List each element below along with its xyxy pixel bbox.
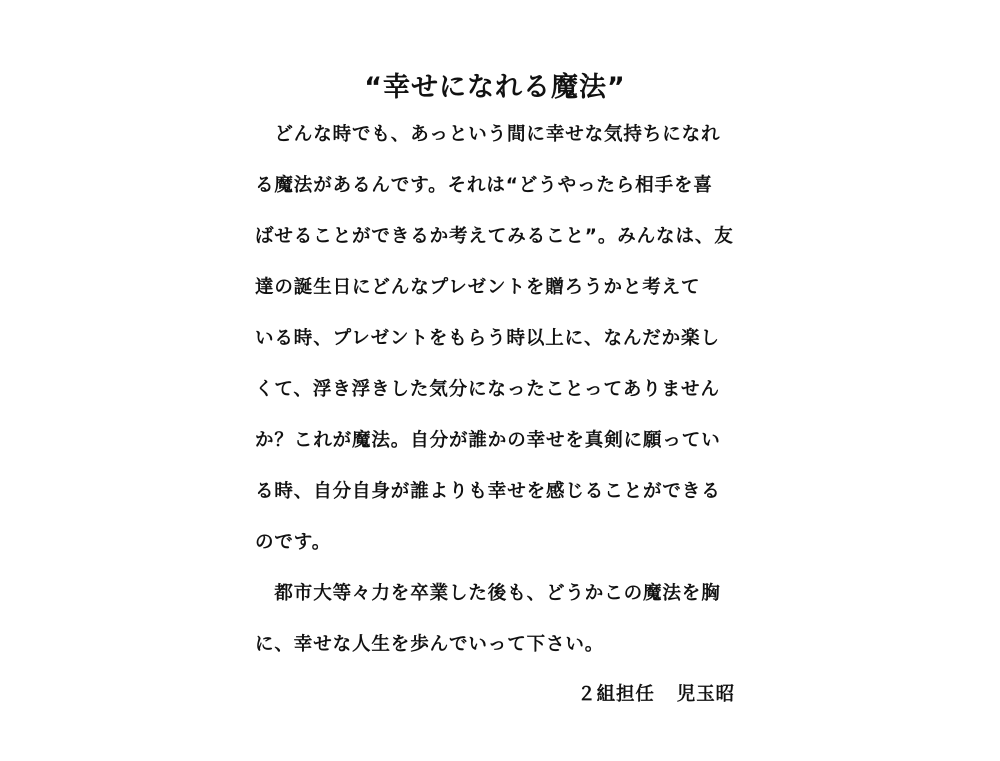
text-line: のです。	[255, 532, 332, 553]
text-line: か？これが魔法。自分が誰かの幸せを真剣に願ってい	[255, 430, 721, 451]
document-page	[255, 68, 735, 705]
signature-name: 児玉昭	[676, 684, 735, 705]
text-line: くて、浮き浮きした気分になったことってありません	[255, 379, 720, 400]
text-line: る魔法があるんです。それは“どうやったら相手を喜	[255, 175, 713, 196]
document-title: “幸せになれる魔法”	[364, 72, 626, 103]
document-body	[255, 120, 735, 681]
signature	[577, 680, 735, 710]
text-line: 達の誕生日にどんなプレゼントを贈ろうかと考えて	[255, 277, 701, 298]
text-line: 都市大等々力を卒業した後も、どうかこの魔法を胸	[255, 583, 721, 604]
paragraph-2	[255, 579, 735, 681]
text-line: る時、自分自身が誰よりも幸せを感じることができる	[255, 481, 721, 502]
text-line: に、幸せな人生を歩んでいって下さい。	[255, 634, 605, 655]
text-line: ばせることができるか考えてみること”。みんなは、友	[255, 226, 734, 247]
signature-role: ２組担任	[577, 684, 655, 705]
text-line: どんな時でも、あっという間に幸せな気持ちになれ	[255, 124, 721, 145]
paragraph-1	[255, 120, 735, 579]
text-line: いる時、プレゼントをもらう時以上に、なんだか楽し	[255, 328, 720, 349]
